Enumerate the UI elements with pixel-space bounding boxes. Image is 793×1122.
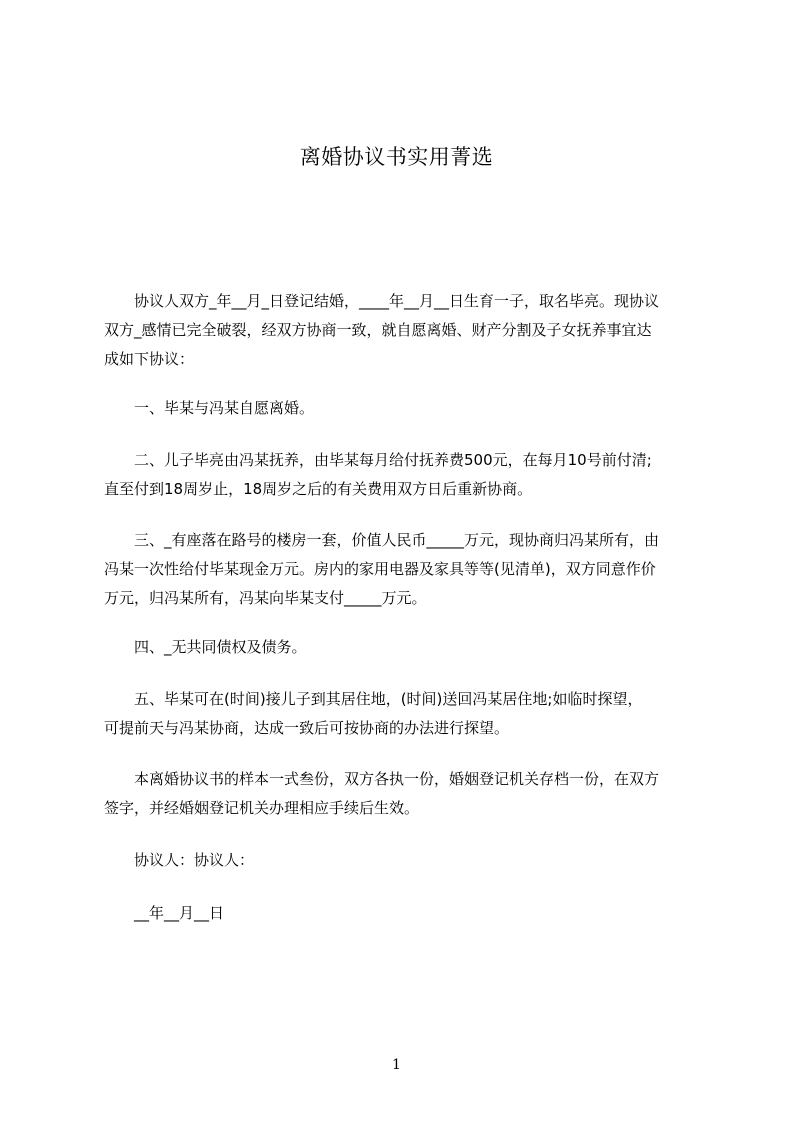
closing-line-1: 本离婚协议书的样本一式叁份，双方各执一份，婚姻登记机关存档一份，在双方 bbox=[104, 770, 660, 788]
clause-2 bbox=[104, 446, 704, 504]
document-title: 离婚协议书实用菁选 bbox=[299, 145, 494, 169]
intro-line-1: 协议人双方_年__月_日登记结婚，____年__月__日生育一子，取名毕亮。现协议 bbox=[104, 292, 660, 310]
clause-1 bbox=[104, 394, 704, 423]
intro-line-2: 双方_感情已完全破裂，经双方协商一致，就自愿离婚、财产分割及子女抚养事宜达 bbox=[104, 321, 652, 339]
intro-line-3: 成如下协议： bbox=[104, 350, 195, 368]
clause-5-line-2: 可提前天与冯某协商，达成一致后可按协商的办法进行探望。 bbox=[104, 719, 510, 737]
clause-2-line-2: 直至付到18周岁止，18周岁之后的有关费用双方日后重新协商。 bbox=[104, 480, 533, 498]
clause-5-line-1: 五、毕某可在(时间)接儿子到其居住地，(时间)送回冯某居住地;如临时探望， bbox=[104, 690, 643, 708]
clause-3 bbox=[104, 526, 704, 613]
clause-3-line-3: 万元，归冯某所有，冯某向毕某支付_____万元。 bbox=[104, 589, 427, 607]
intro-paragraph bbox=[104, 287, 704, 374]
clause-1-text: 一、毕某与冯某自愿离婚。 bbox=[104, 399, 315, 417]
clause-3-line-2: 冯某一次性给付毕某现金万元。房内的家用电器及家具等等(见清单)，双方同意作价 bbox=[104, 560, 656, 578]
closing-paragraph bbox=[104, 765, 704, 823]
date-text: __年__月__日 bbox=[104, 904, 225, 922]
signature-text: 协议人：协议人： bbox=[104, 851, 255, 869]
signature-line bbox=[104, 846, 704, 875]
clause-4 bbox=[104, 633, 704, 662]
clause-3-line-1: 三、_有座落在路号的楼房一套，价值人民币_____万元，现协商归冯某所有，由 bbox=[104, 531, 660, 549]
closing-line-2: 签字，并经婚姻登记机关办理相应手续后生效。 bbox=[104, 799, 420, 817]
page-number: 1 bbox=[392, 1057, 401, 1073]
clause-5 bbox=[104, 685, 704, 743]
clause-2-line-1: 二、儿子毕亮由冯某抚养，由毕某每月给付抚养费500元，在每月10号前付清; bbox=[104, 451, 652, 469]
date-line bbox=[104, 899, 704, 928]
clause-4-text: 四、_无共同债权及债务。 bbox=[104, 638, 307, 656]
